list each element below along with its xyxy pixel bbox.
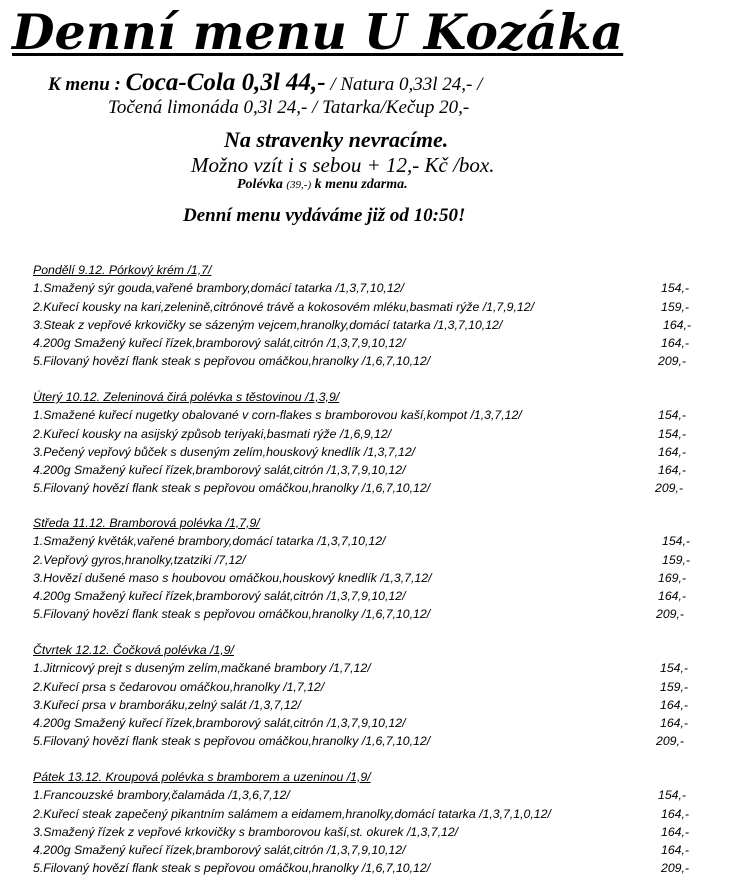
menu-item-text: 4.200g Smažený kuřecí řízek,bramborový salát,citrón /1,3,7,9,10,12/ bbox=[33, 336, 406, 351]
menu-item-price: 169,- bbox=[658, 570, 687, 585]
menu-item-text: 5.Filovaný hovězí flank steak s pepřovou omáčkou,hranolky /1,6,7,10,12/ bbox=[33, 734, 431, 749]
soup-note-price: (39,-) bbox=[286, 179, 312, 191]
menu-item-price: 154,- bbox=[660, 661, 689, 676]
day-block-thursday bbox=[33, 641, 703, 751]
menu-item-price: 159,- bbox=[661, 299, 690, 314]
menu-item bbox=[33, 316, 703, 334]
menu-item bbox=[33, 732, 703, 750]
menu-item-text: 3.Kuřecí prsa v bramboráku,zelný salát /1,3,7,12/ bbox=[33, 697, 301, 712]
menu-item bbox=[33, 859, 703, 877]
menu-item bbox=[33, 334, 703, 352]
menu-item bbox=[33, 841, 703, 859]
menu-item-text: 2.Kuřecí prsa s čedarovou omáčkou,hranolky /1,7,12/ bbox=[33, 679, 325, 694]
day-block-friday bbox=[33, 768, 703, 878]
menu-item bbox=[33, 298, 703, 316]
menu-item-price: 209,- bbox=[656, 734, 685, 749]
menu-item-text: 3.Hovězí dušené maso s houbovou omáčkou,houskový knedlík /1,3,7,12/ bbox=[33, 570, 432, 585]
drinks-line-2: Točená limonáda 0,3l 24,- / Tatarka/Kečup 20,- bbox=[108, 97, 470, 118]
takeaway-note: Možno vzít i s sebou + 12,- Kč /box. bbox=[191, 153, 495, 177]
menu-item-text: 5.Filovaný hovězí flank steak s pepřovou omáčkou,hranolky /1,6,7,10,12/ bbox=[33, 861, 431, 876]
menu-item-text: 1.Jitrnicový prejt s duseným zelím,mačkané brambory /1,7,12/ bbox=[33, 661, 371, 676]
drinks-line-1 bbox=[48, 70, 482, 98]
day-block-wednesday bbox=[33, 514, 703, 624]
day-header: Čtvrtek 12.12. Čočková polévka /1,9/ bbox=[33, 643, 234, 657]
vouchers-note: Na stravenky nevracíme. bbox=[224, 127, 449, 152]
menu-item-price: 164,- bbox=[661, 806, 690, 821]
menu-item-price: 164,- bbox=[658, 463, 687, 478]
menu-item bbox=[33, 279, 703, 297]
drink-cola: Coca-Cola 0,3l 44,- bbox=[125, 69, 326, 96]
menu-item bbox=[33, 823, 703, 841]
menu-item bbox=[33, 714, 703, 732]
menu-item bbox=[33, 532, 703, 550]
soup-note-a: Polévka bbox=[237, 177, 283, 192]
menu-item-text: 4.200g Smažený kuřecí řízek,bramborový salát,citrón /1,3,7,9,10,12/ bbox=[33, 716, 406, 731]
day-header: Pátek 13.12. Kroupová polévka s bramborem a uzeninou /1,9/ bbox=[33, 770, 371, 784]
menu-item-text: 4.200g Smažený kuřecí řízek,bramborový salát,citrón /1,3,7,9,10,12/ bbox=[33, 843, 406, 858]
menu-item-text: 2.Vepřový gyros,hranolky,tzatziki /7,12/ bbox=[33, 552, 246, 567]
day-block-monday bbox=[33, 261, 703, 371]
menu-item-text: 5.Filovaný hovězí flank steak s pepřovou omáčkou,hranolky /1,6,7,10,12/ bbox=[33, 481, 431, 496]
menu-item-price: 164,- bbox=[658, 444, 687, 459]
menu-item-text: 5.Filovaný hovězí flank steak s pepřovou omáčkou,hranolky /1,6,7,10,12/ bbox=[33, 607, 431, 622]
menu-item bbox=[33, 659, 703, 677]
menu-item bbox=[33, 425, 703, 443]
menu-item-text: 1.Smažený květák,vařené brambory,domácí tatarka /1,3,7,10,12/ bbox=[33, 534, 386, 549]
menu-item-price: 164,- bbox=[660, 697, 689, 712]
menu-item-text: 3.Smažený řízek z vepřové krkovičky s bramborovou kaší,st. okurek /1,3,7,12/ bbox=[33, 824, 459, 839]
menu-item-price: 209,- bbox=[658, 354, 687, 369]
menu-item bbox=[33, 479, 703, 497]
menu-item bbox=[33, 406, 703, 424]
menu-item-text: 2.Kuřecí kousky na asijský způsob teriyaki,basmati rýže /1,6,9,12/ bbox=[33, 426, 392, 441]
menu-item-price: 154,- bbox=[658, 408, 687, 423]
menu-item bbox=[33, 696, 703, 714]
menu-item-price: 209,- bbox=[655, 481, 684, 496]
serving-time-note: Denní menu vydáváme již od 10:50! bbox=[183, 205, 466, 226]
menu-item-text: 4.200g Smažený kuřecí řízek,bramborový salát,citrón /1,3,7,9,10,12/ bbox=[33, 589, 406, 604]
menu-item-text: 4.200g Smažený kuřecí řízek,bramborový salát,citrón /1,3,7,9,10,12/ bbox=[33, 463, 406, 478]
menu-item-text: 3.Steak z vepřové krkovičky se sázeným vejcem,hranolky,domácí tatarka /1,3,7,10,12/ bbox=[33, 317, 503, 332]
menu-item-price: 209,- bbox=[656, 607, 685, 622]
menu-item-text: 2.Kuřecí steak zapečený pikantním salámem a eidamem,hranolky,domácí tatarka /1,3,7,1,0,12/ bbox=[33, 806, 551, 821]
menu-item-text: 1.Smažené kuřecí nugetky obalované v corn-flakes s bramborovou kaší,kompot /1,3,7,12/ bbox=[33, 408, 522, 423]
menu-item-text: 1.Francouzské brambory,čalamáda /1,3,6,7,12/ bbox=[33, 788, 290, 803]
day-header: Středa 11.12. Bramborová polévka /1,7,9/ bbox=[33, 516, 260, 530]
soup-note-c: k menu zdarma. bbox=[314, 177, 408, 192]
menu-item-text: 5.Filovaný hovězí flank steak s pepřovou omáčkou,hranolky /1,6,7,10,12/ bbox=[33, 354, 431, 369]
menu-item-text: 3.Pečený vepřový bůček s duseným zelím,houskový knedlík /1,3,7,12/ bbox=[33, 444, 416, 459]
menu-item-price: 164,- bbox=[663, 317, 692, 332]
menu-item bbox=[33, 443, 703, 461]
menu-item bbox=[33, 551, 703, 569]
drinks-prefix: K menu : bbox=[48, 74, 121, 95]
menu-item-price: 159,- bbox=[660, 679, 689, 694]
menu-item bbox=[33, 569, 703, 587]
menu-item-price: 164,- bbox=[661, 824, 690, 839]
menu-item-price: 159,- bbox=[662, 552, 691, 567]
menu-item-price: 164,- bbox=[658, 589, 687, 604]
drink-natura: / Natura 0,33l 24,- / bbox=[330, 74, 483, 95]
soup-note bbox=[237, 176, 408, 194]
menu-item bbox=[33, 352, 703, 370]
day-block-tuesday bbox=[33, 388, 703, 498]
menu-item bbox=[33, 678, 703, 696]
day-header: Pondělí 9.12. Pórkový krém /1,7/ bbox=[33, 263, 212, 277]
menu-item-price: 164,- bbox=[661, 843, 690, 858]
menu-item bbox=[33, 605, 703, 623]
menu-item bbox=[33, 805, 703, 823]
menu-item bbox=[33, 587, 703, 605]
menu-item-price: 154,- bbox=[658, 788, 687, 803]
menu-item-price: 154,- bbox=[658, 426, 687, 441]
menu-item bbox=[33, 461, 703, 479]
menu-item-price: 154,- bbox=[661, 281, 690, 296]
menu-item-price: 164,- bbox=[660, 716, 689, 731]
menu-item bbox=[33, 786, 703, 804]
menu-item-text: 2.Kuřecí kousky na kari,zelenině,citrónové trávě a kokosovém mléku,basmati rýže /1,7,9,12/ bbox=[33, 299, 534, 314]
menu-item-price: 154,- bbox=[662, 534, 691, 549]
page-title: Denní menu U Kozáka bbox=[12, 3, 624, 61]
day-header: Úterý 10.12. Zeleninová čirá polévka s těstovinou /1,3,9/ bbox=[33, 390, 340, 404]
menu-item-price: 209,- bbox=[661, 861, 690, 876]
menu-item-text: 1.Smažený sýr gouda,vařené brambory,domácí tatarka /1,3,7,10,12/ bbox=[33, 281, 404, 296]
menu-item-price: 164,- bbox=[661, 336, 690, 351]
